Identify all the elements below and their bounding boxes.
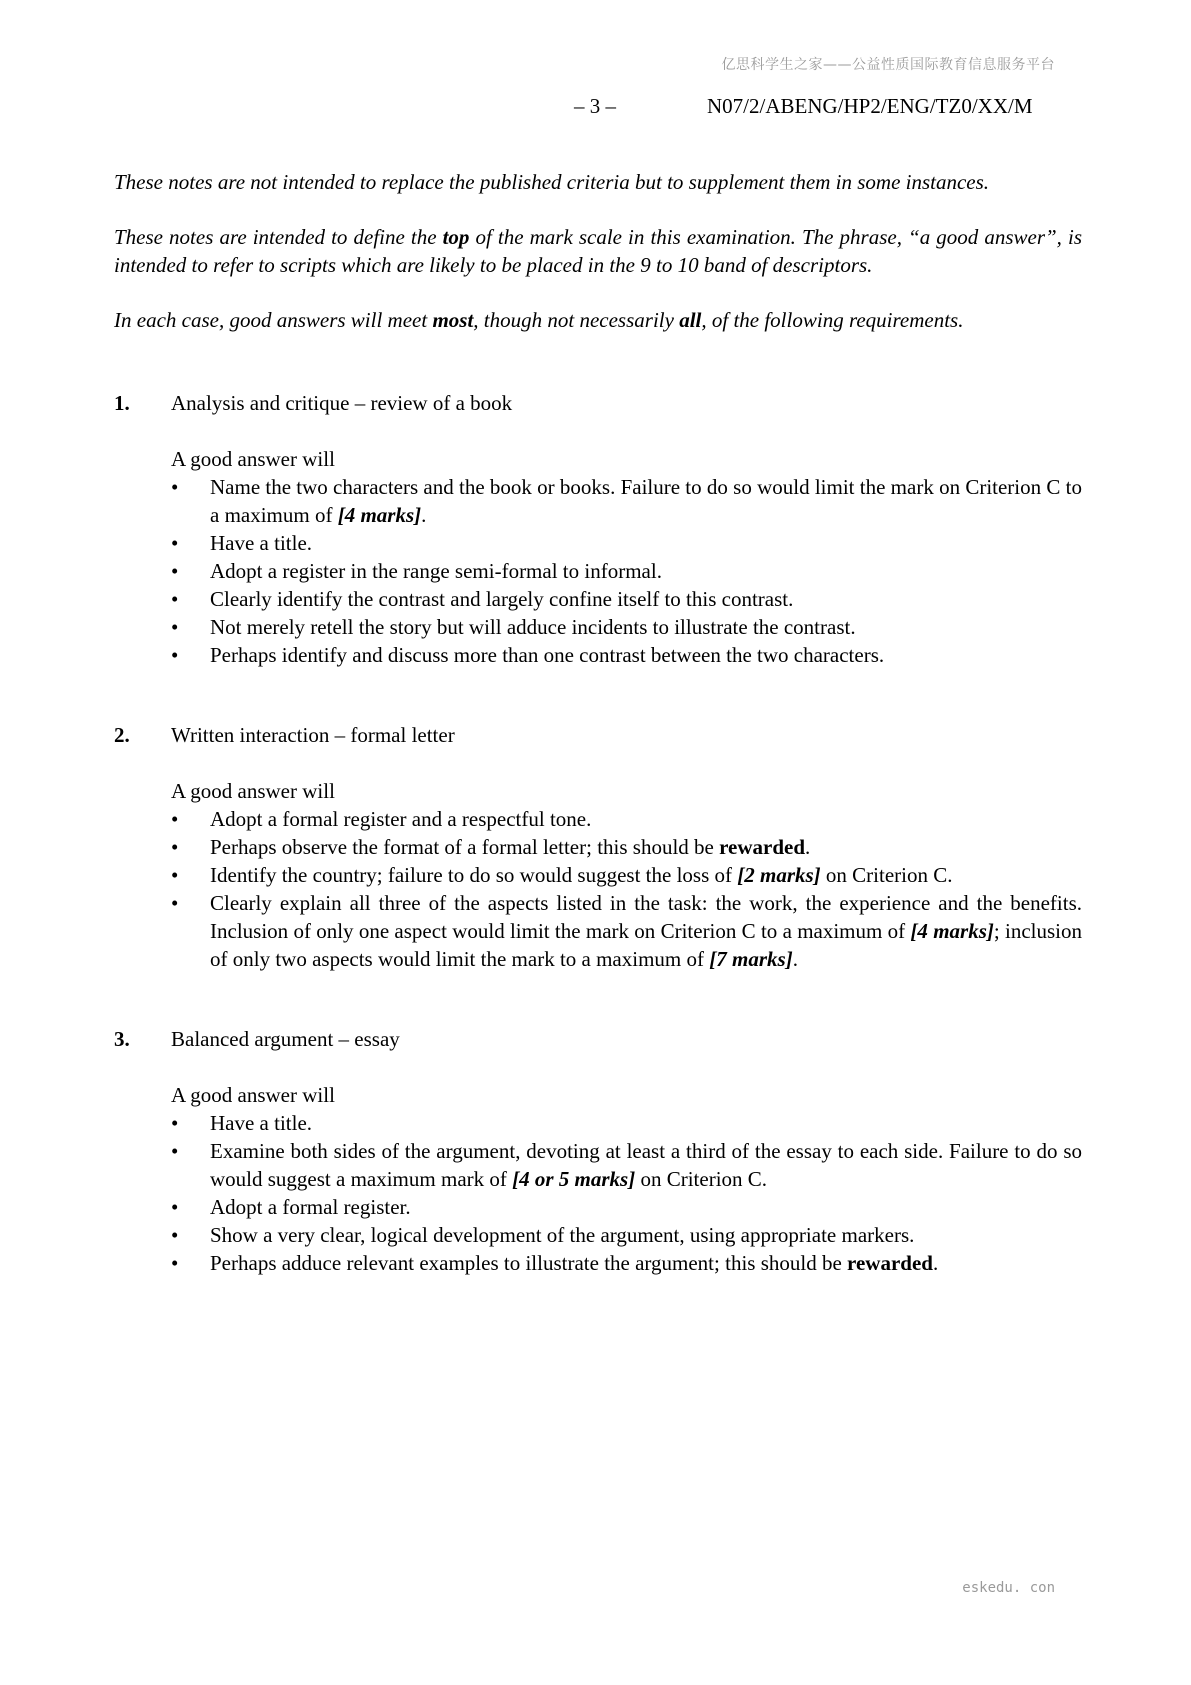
list-item xyxy=(171,833,1082,861)
section-lead: A good answer will xyxy=(171,1083,335,1107)
list-item xyxy=(171,585,1082,613)
emphasis-rewarded: rewarded xyxy=(719,835,806,859)
bullet-icon: • xyxy=(171,891,179,915)
bullet-icon: • xyxy=(171,559,179,583)
section-title: Analysis and critique – review of a book xyxy=(171,391,513,415)
question-sections xyxy=(114,389,1082,1277)
list-item xyxy=(171,861,1082,889)
requirement-list xyxy=(171,1109,1082,1277)
intro-text: of the mark scale in this examination. The phrase, “a good answer”, is intended to refer to scripts which are likely to be placed in the 9 to 10 band of descriptors. xyxy=(114,225,1082,277)
document-body xyxy=(114,168,1082,1277)
section-lead: A good answer will xyxy=(171,447,335,471)
footer-watermark: eskedu. con xyxy=(962,1580,1055,1596)
item-text: Clearly identify the contrast and largely confine itself to this contrast. xyxy=(210,587,794,611)
bullet-icon: • xyxy=(171,835,179,859)
marks-reference: [4 or 5 marks] xyxy=(512,1167,636,1191)
bullet-icon: • xyxy=(171,863,179,887)
section-number: 2. xyxy=(114,723,130,747)
bullet-icon: • xyxy=(171,1251,179,1275)
marks-reference: [4 marks] xyxy=(910,919,994,943)
bullet-icon: • xyxy=(171,643,179,667)
marks-reference: [7 marks] xyxy=(709,947,793,971)
emphasis-top: top xyxy=(442,225,470,249)
bullet-icon: • xyxy=(171,1223,179,1247)
watermark-text: 亿思科学生之家——公益性质国际教育信息服务平台 xyxy=(721,57,1055,73)
item-text: Have a title. xyxy=(210,1111,313,1135)
list-item xyxy=(171,613,1082,641)
bullet-icon: • xyxy=(171,587,179,611)
section-heading xyxy=(114,1025,1082,1053)
bullet-icon: • xyxy=(171,1111,179,1135)
item-text: ; inclusion of only two aspects would limit the mark to a maximum of xyxy=(210,919,1082,971)
page-header xyxy=(0,94,1191,124)
item-text: Adopt a formal register. xyxy=(210,1195,411,1219)
item-text: Name the two characters and the book or books. Failure to do so would limit the mark on Criterion C to a maximum of xyxy=(210,475,1082,527)
list-item xyxy=(171,473,1082,529)
item-text: Not merely retell the story but will adduce incidents to illustrate the contrast. xyxy=(210,615,856,639)
list-item xyxy=(171,1193,1082,1221)
intro-text: , of the following requirements. xyxy=(701,308,964,332)
intro-paragraph-2 xyxy=(114,223,1082,279)
item-text: . xyxy=(792,947,798,971)
requirement-list xyxy=(171,805,1082,973)
bullet-icon: • xyxy=(171,807,179,831)
item-text: Perhaps adduce relevant examples to illustrate the argument; this should be xyxy=(210,1251,848,1275)
section-2 xyxy=(114,721,1082,973)
section-3 xyxy=(114,1025,1082,1277)
item-text: Have a title. xyxy=(210,531,313,555)
marks-reference: [2 marks] xyxy=(737,863,821,887)
list-item xyxy=(171,529,1082,557)
item-text: Show a very clear, logical development of the argument, using appropriate markers. xyxy=(210,1223,915,1247)
item-text: Identify the country; failure to do so would suggest the loss of xyxy=(210,863,738,887)
list-item xyxy=(171,641,1082,669)
section-1 xyxy=(114,389,1082,669)
item-text: Examine both sides of the argument, devoting at least a third of the essay to each side. Failure to do so would suggest a maximum mark of xyxy=(210,1139,1082,1191)
intro-text: In each case, good answers will meet xyxy=(114,308,433,332)
emphasis-most: most xyxy=(432,308,474,332)
intro-paragraph-1: These notes are not intended to replace the published criteria but to supplement them in some instances. xyxy=(114,170,990,194)
list-item xyxy=(171,1109,1082,1137)
item-text: Adopt a register in the range semi-formal to informal. xyxy=(210,559,662,583)
emphasis-rewarded: rewarded xyxy=(847,1251,933,1275)
bullet-icon: • xyxy=(171,531,179,555)
item-text: on Criterion C. xyxy=(820,863,953,887)
item-text: Adopt a formal register and a respectful tone. xyxy=(210,807,592,831)
section-lead: A good answer will xyxy=(171,779,335,803)
item-text: . xyxy=(421,503,427,527)
section-title: Written interaction – formal letter xyxy=(171,723,455,747)
list-item xyxy=(171,1137,1082,1193)
section-heading xyxy=(114,389,1082,417)
bullet-icon: • xyxy=(171,1195,179,1219)
section-title: Balanced argument – essay xyxy=(171,1027,400,1051)
intro-paragraph-3 xyxy=(114,306,1082,334)
item-text: Perhaps identify and discuss more than one contrast between the two characters. xyxy=(210,643,885,667)
section-heading xyxy=(114,721,1082,749)
item-text: Clearly explain all three of the aspects listed in the task: the work, the experience and the benefits. Inclusion of only one aspect would limit the mark on Criterion C to a maximum of xyxy=(210,891,1082,943)
list-item xyxy=(171,1249,1082,1277)
page-number: – 3 – xyxy=(574,94,616,118)
emphasis-all: all xyxy=(679,308,702,332)
intro-text: These notes are intended to define the xyxy=(114,225,443,249)
bullet-icon: • xyxy=(171,615,179,639)
list-item xyxy=(171,1221,1082,1249)
item-text: Perhaps observe the format of a formal letter; this should be xyxy=(210,835,720,859)
section-number: 3. xyxy=(114,1027,130,1051)
document-code: N07/2/ABENG/HP2/ENG/TZ0/XX/M xyxy=(707,94,1033,118)
list-item xyxy=(171,805,1082,833)
list-item xyxy=(171,557,1082,585)
bullet-icon: • xyxy=(171,1139,179,1163)
section-number: 1. xyxy=(114,391,130,415)
marks-reference: [4 marks] xyxy=(337,503,422,527)
item-text: . xyxy=(932,1251,939,1275)
intro-text: , though not necessarily xyxy=(473,308,680,332)
item-text: on Criterion C. xyxy=(635,1167,768,1191)
list-item xyxy=(171,889,1082,973)
requirement-list xyxy=(171,473,1082,669)
item-text: . xyxy=(805,835,811,859)
bullet-icon: • xyxy=(171,475,179,499)
